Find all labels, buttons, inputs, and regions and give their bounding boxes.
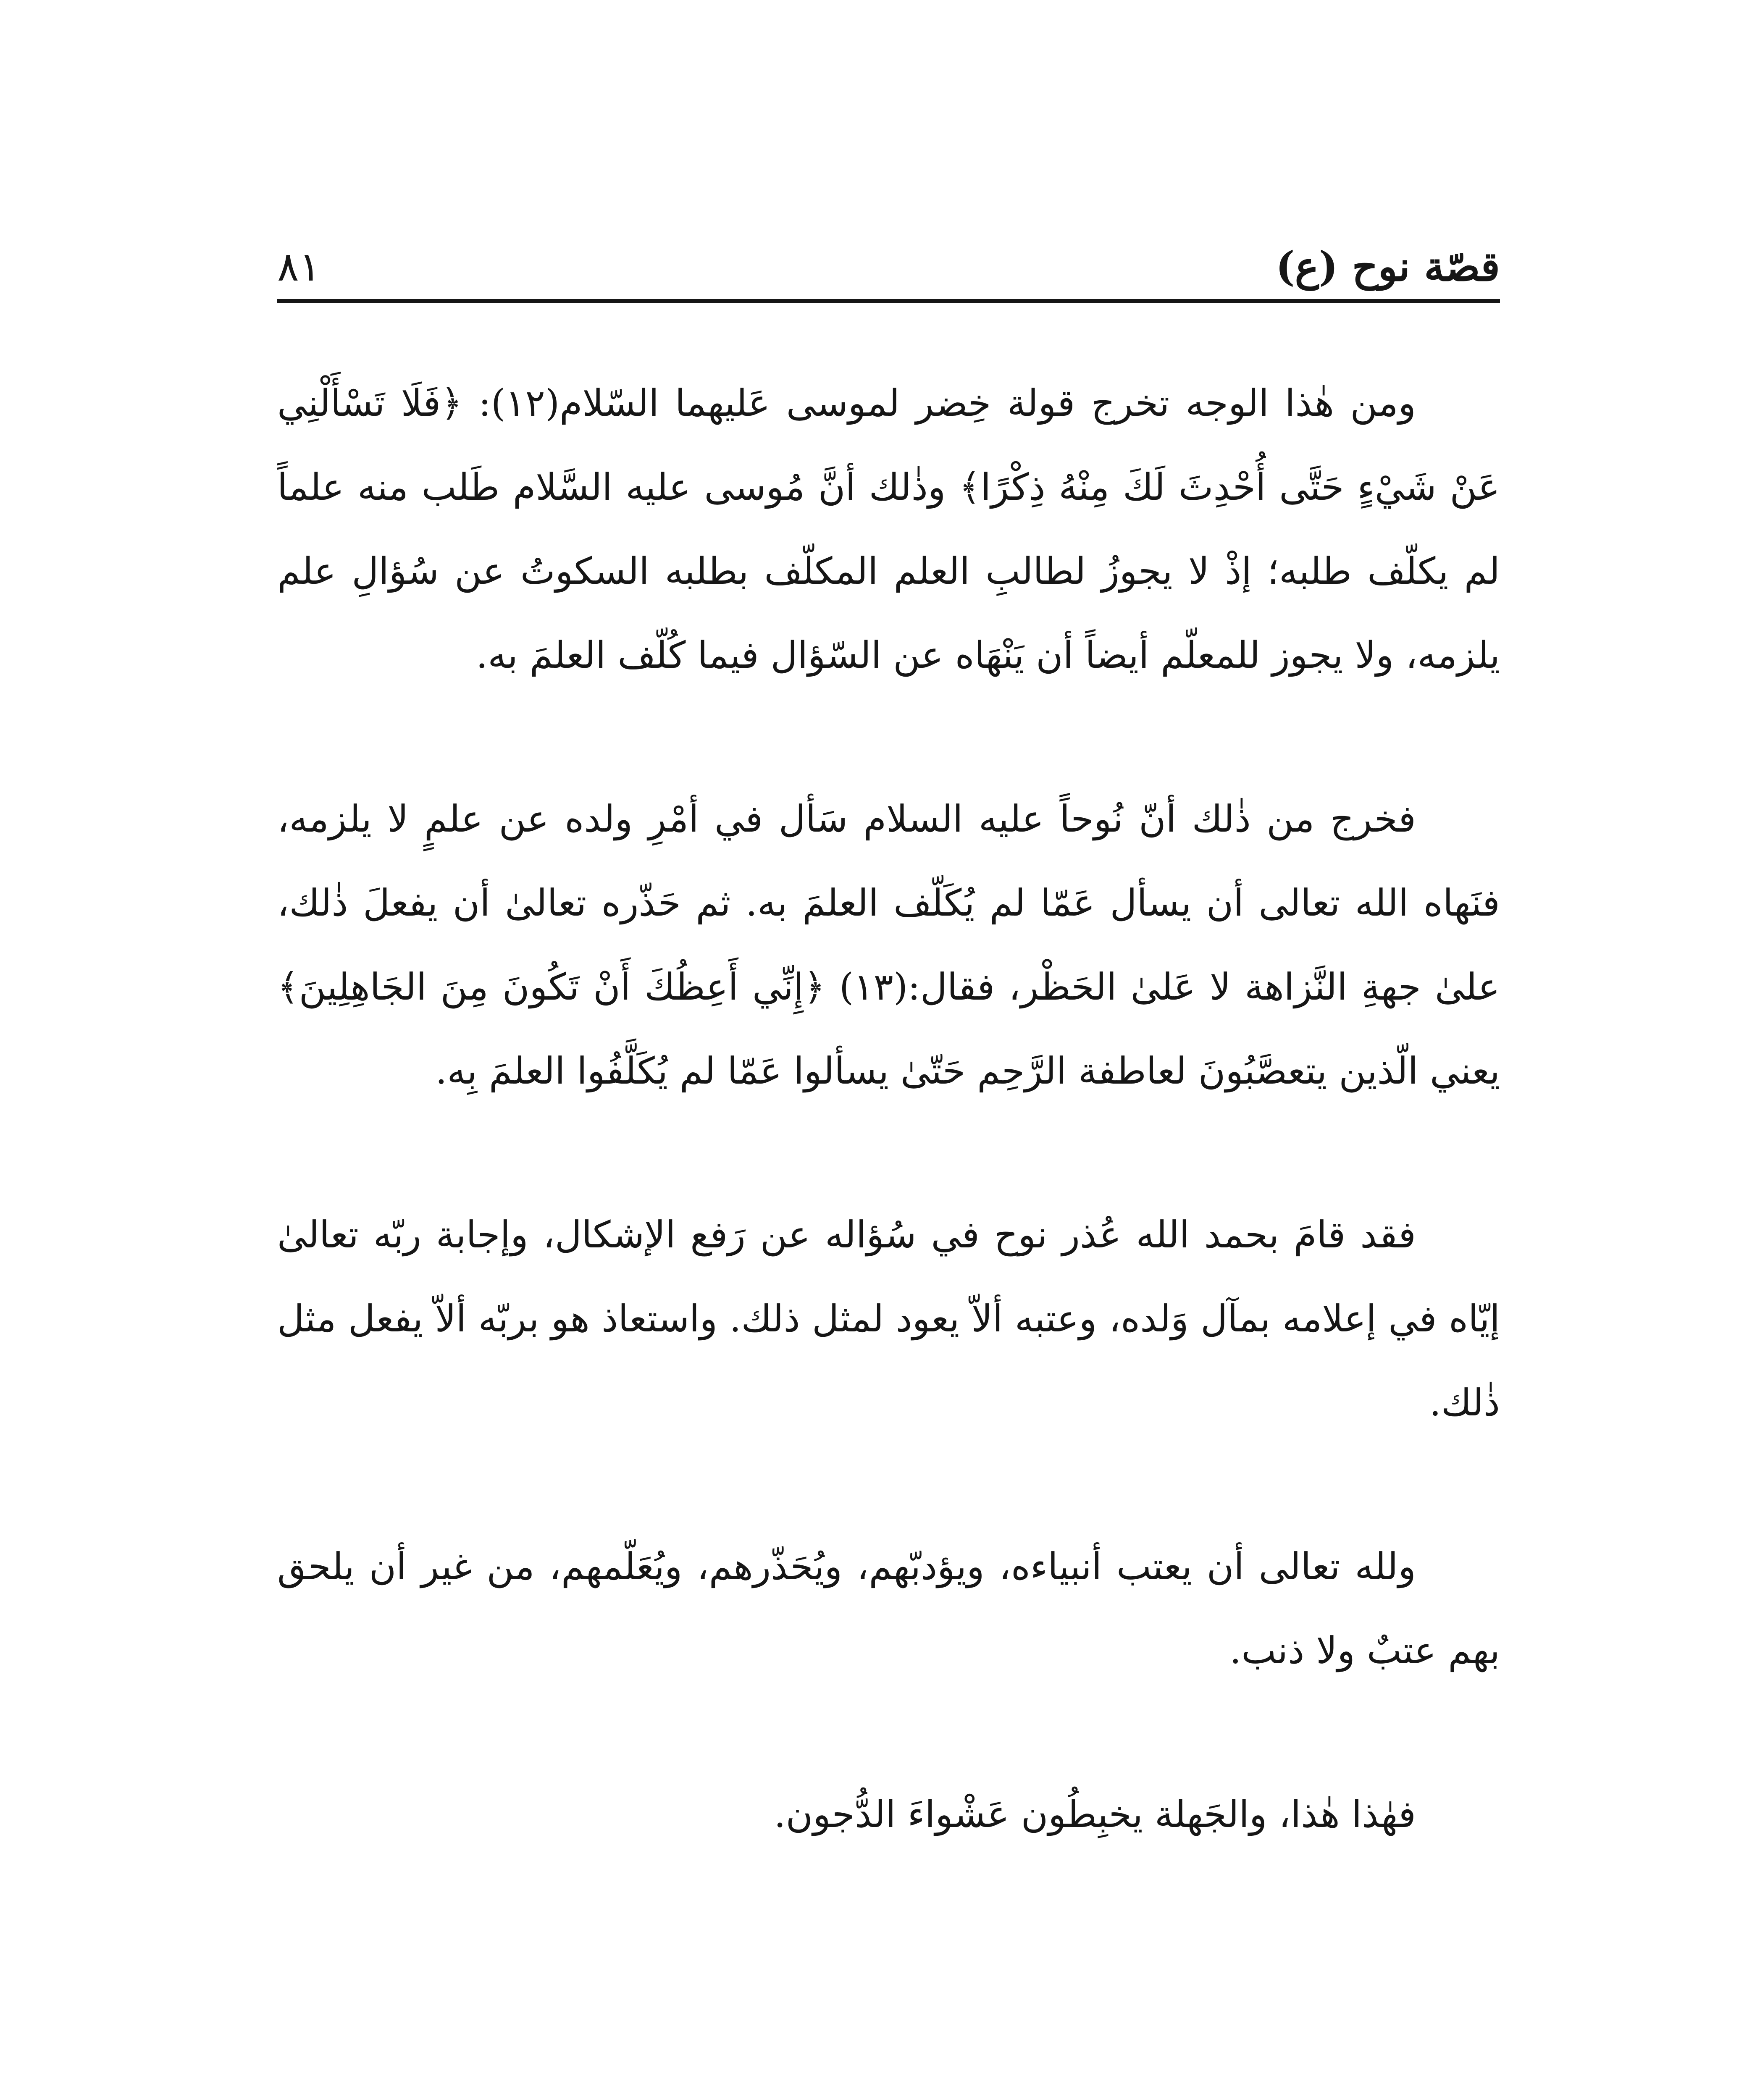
paragraph-4: ولله تعالى أن يعتب أنبياءه، ويؤدبّهم، ويُحَذّرهم، ويُعَلّمهم، من غير أن يلحق بهم عتبٌ ولا ذنب. — [277, 1545, 1500, 1672]
page-number: ٨١ — [277, 243, 321, 290]
paragraph-5: فهٰذا هٰذا، والجَهلة يخبِطُون عَشْواءَ الدُّجون. — [774, 1793, 1416, 1836]
running-title: قصّة نوح (ع) — [1276, 243, 1500, 290]
main-text — [277, 361, 1500, 1936]
paragraph-3: فقد قامَ بحمد الله عُذر نوح في سُؤاله عن رَفع الإشكال، وإجابة ربّه تعالىٰ إيّاه في إعلامه بمآل وَلده، وعتبه ألاّ يعود لمثل ذلك. واستعاذ هو بربّه ألاّ يفعل مثل ذٰلك. — [277, 1213, 1500, 1424]
paragraph-2: فخرج من ذٰلك أنّ نُوحاً عليه السلام سَأل في أمْرِ ولده عن علمٍ لا يلزمه، فنَهاه الله تعالى أن يسأل عَمّا لم يُكَلّف العلمَ به. ثم حَذّره تعالىٰ أن يفعلَ ذٰلك، علىٰ جهةِ النَّزاهة لا عَلىٰ الحَظْر، فقال:(١٣) ﴿إِنِّي أَعِظُكَ أَنْ تَكُونَ مِنَ الجَاهِلِينَ﴾ يعني الّذين يتعصَّبُونَ لعاطفة الرَّحِم حَتّىٰ يسألوا عَمّا لم يُكَلَّفُوا العلمَ بِه. — [277, 797, 1500, 1092]
page-header — [277, 235, 1500, 298]
paragraph-1: ومن هٰذا الوجه تخرج قولة خِضر لموسى عَليهما السّلام(١٢): ﴿فَلَا تَسْأَلْنِي عَنْ شَيْءٍ حَتَّى أُحْدِثَ لَكَ مِنْهُ ذِكْرًا﴾ وذٰلك أنَّ مُوسى عليه السَّلام طَلب منه علماً لم يكلّف طلبه؛ إذْ لا يجوزُ لطالبِ العلم المكلّف بطلبه السكوتُ عن سُؤالِ علم يلزمه، ولا يجوز للمعلّم أيضاً أن يَنْهَاه عن السّؤال فيما كُلّف العلمَ به. — [277, 381, 1500, 677]
header-divider — [277, 299, 1500, 303]
